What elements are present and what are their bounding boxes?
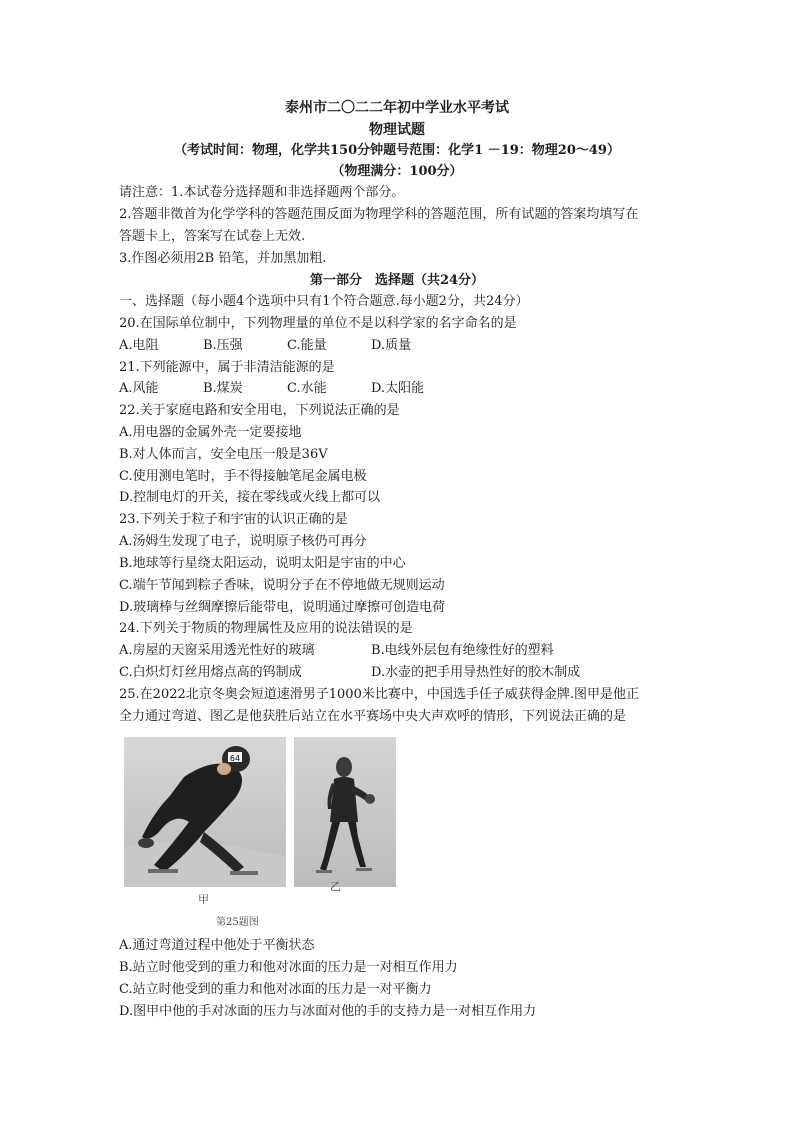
- photo-skater-cornering: [124, 737, 286, 887]
- figure-caption: 第25题图: [216, 917, 259, 928]
- option-a: A.房屋的天窗采用透光性好的玻璃: [119, 643, 315, 658]
- question-stem: 全力通过弯道、图乙是他获胜后站立在水平赛场中央大声欢呼的情形，下列说法正确的是: [119, 709, 627, 724]
- option-c: C.能量: [287, 338, 327, 353]
- figure-label-yi: 乙: [330, 880, 341, 893]
- option-b: B.对人体而言，安全电压一般是36V: [119, 447, 328, 462]
- question-stem: 21.下列能源中，属于非清洁能源的是: [119, 360, 335, 375]
- option-b: B.站立时他受到的重力和他对冰面的压力是一对相互作用力: [119, 960, 458, 975]
- option-c: C.水能: [287, 381, 327, 396]
- question-stem: 20.在国际单位制中，下列物理量的单位不是以科学家的名字命名的是: [119, 316, 517, 331]
- section-instruction: 一、选择题（每小题4个选项中只有1个符合题意.每小题2分，共24分）: [119, 294, 529, 309]
- question-stem: 24.下列关于物质的物理属性及应用的说法错误的是: [119, 621, 413, 636]
- option-b: B.压强: [203, 338, 243, 353]
- question-stem: 23.下列关于粒子和宇宙的认识正确的是: [119, 512, 348, 527]
- exam-title: 泰州市二〇二二年初中学业水平考试: [285, 100, 509, 116]
- helmet-number: 64: [229, 754, 241, 763]
- exam-subtitle: 物理试题: [369, 122, 425, 138]
- note-line: 答题卡上，答案写在试卷上无效.: [119, 229, 306, 244]
- note-line: 3.作图必须用2B 铅笔，并加黑加粗.: [119, 251, 327, 266]
- figure-25: [124, 737, 398, 933]
- section-title: 第一部分 选择题（共24分）: [309, 273, 485, 288]
- option-b: B.煤炭: [203, 381, 243, 396]
- note-line: 请注意：1.本试卷分选择题和非选择题两个部分。: [119, 185, 405, 200]
- question-stem: 22.关于家庭电路和安全用电，下列说法正确的是: [119, 403, 400, 418]
- option-d: D.水壶的把手用导热性好的胶木制成: [371, 665, 581, 680]
- option-d: D.图甲中他的手对冰面的压力与冰面对他的手的支持力是一对相互作用力: [119, 1004, 537, 1019]
- full-score: （物理满分：100分）: [331, 164, 463, 179]
- option-b: B.地球等行星绕太阳运动，说明太阳是宇宙的中心: [119, 556, 406, 571]
- option-d: D.太阳能: [371, 381, 425, 396]
- note-line: 2.答题非徵首为化学学科的答题范围反面为物理学科的答题范围，所有试题的答案均填写在: [119, 207, 639, 222]
- option-d: D.控制电灯的开关，接在零线或火线上都可以: [119, 490, 381, 505]
- option-d: D.质量: [371, 338, 412, 353]
- option-a: A.通过弯道过程中他处于平衡状态: [119, 938, 315, 953]
- option-d: D.玻璃棒与丝绸摩擦后能带电，说明通过摩擦可创造电荷: [119, 600, 446, 615]
- exam-time-info: （考试时间：物理，化学共150分钟题号范围：化学1 －19：物理20～49）: [174, 143, 620, 158]
- option-c: C.白炽灯灯丝用熔点高的钨制成: [119, 665, 302, 680]
- option-a: A.风能: [119, 381, 159, 396]
- figure-label-jia: 甲: [198, 893, 209, 906]
- photo-skater-standing: [294, 737, 396, 887]
- option-c: C.端午节闻到粽子香味，说明分子在不停地做无规则运动: [119, 578, 445, 593]
- option-a: A.汤姆生发现了电子，说明原子核仍可再分: [119, 534, 367, 549]
- option-b: B.电线外层包有绝缘性好的塑料: [371, 643, 554, 658]
- option-c: C.站立时他受到的重力和他对冰面的压力是一对平衡力: [119, 982, 432, 997]
- question-stem: 25.在2022北京冬奥会短道速滑男子1000米比赛中，中国选手任子威获得金牌.图甲是他正: [119, 687, 639, 702]
- option-a: A.电阻: [119, 338, 159, 353]
- option-c: C.使用测电笔时，手不得接触笔尾金属电极: [119, 469, 367, 484]
- option-a: A.用电器的金属外壳一定要接地: [119, 425, 302, 440]
